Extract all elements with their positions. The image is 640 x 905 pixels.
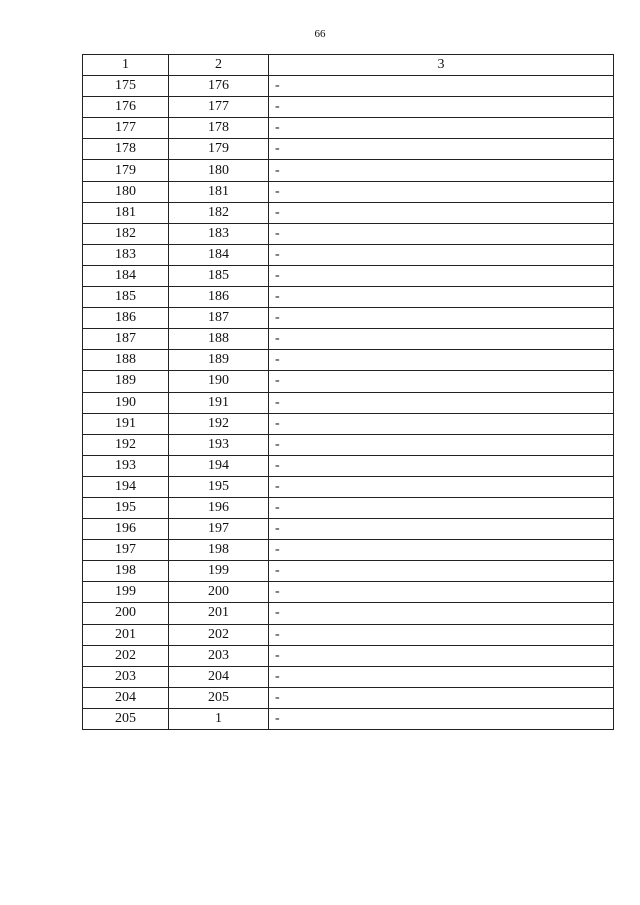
table-row [83, 308, 614, 329]
table-cell-col-3: - [269, 687, 614, 708]
table-cell-col-2: 198 [169, 540, 269, 561]
table-cell-col-3: - [269, 350, 614, 371]
table-cell-col-1: 201 [83, 624, 169, 645]
table-cell-col-3: - [269, 202, 614, 223]
table-cell-col-2: 195 [169, 476, 269, 497]
table-cell-col-3: - [269, 497, 614, 518]
table-cell-col-2: 193 [169, 434, 269, 455]
table-cell-col-3: - [269, 160, 614, 181]
table-cell-col-3: - [269, 392, 614, 413]
table-cell-col-2: 179 [169, 139, 269, 160]
table-cell-col-3: - [269, 223, 614, 244]
table-row [83, 76, 614, 97]
table-cell-col-2: 204 [169, 666, 269, 687]
table-row [83, 476, 614, 497]
table-cell-col-3: - [269, 455, 614, 476]
table-row [83, 687, 614, 708]
table-row [83, 287, 614, 308]
table-cell-col-3: - [269, 244, 614, 265]
table-cell-col-2: 182 [169, 202, 269, 223]
table-cell-col-3: - [269, 603, 614, 624]
table-cell-col-1: 202 [83, 645, 169, 666]
data-table [82, 54, 614, 730]
table-cell-col-1: 177 [83, 118, 169, 139]
table-cell-col-3: - [269, 645, 614, 666]
table-cell-col-1: 198 [83, 561, 169, 582]
table-cell-col-1: 178 [83, 139, 169, 160]
table-cell-col-1: 175 [83, 76, 169, 97]
table-cell-col-1: 192 [83, 434, 169, 455]
table-cell-col-1: 193 [83, 455, 169, 476]
table-cell-col-1: 187 [83, 329, 169, 350]
table-cell-col-3: - [269, 666, 614, 687]
table-cell-col-3: - [269, 413, 614, 434]
table-body [83, 76, 614, 730]
table-cell-col-3: - [269, 371, 614, 392]
table-cell-col-3: - [269, 308, 614, 329]
table-cell-col-3: - [269, 329, 614, 350]
table-row [83, 329, 614, 350]
table-row [83, 413, 614, 434]
table-row [83, 666, 614, 687]
table-row [83, 392, 614, 413]
table-row [83, 603, 614, 624]
table-row [83, 708, 614, 729]
table-cell-col-2: 190 [169, 371, 269, 392]
table-row [83, 455, 614, 476]
table-row [83, 561, 614, 582]
table-cell-col-2: 177 [169, 97, 269, 118]
table-cell-col-3: - [269, 76, 614, 97]
table-cell-col-3: - [269, 118, 614, 139]
table-cell-col-2: 199 [169, 561, 269, 582]
table-row [83, 160, 614, 181]
table-cell-col-1: 190 [83, 392, 169, 413]
table-cell-col-2: 191 [169, 392, 269, 413]
table-cell-col-3: - [269, 624, 614, 645]
table-cell-col-1: 180 [83, 181, 169, 202]
table-cell-col-1: 197 [83, 540, 169, 561]
table-row [83, 118, 614, 139]
table-cell-col-2: 187 [169, 308, 269, 329]
page-number: 66 [314, 28, 326, 40]
table-cell-col-2: 202 [169, 624, 269, 645]
table-cell-col-1: 179 [83, 160, 169, 181]
table-row [83, 624, 614, 645]
table-cell-col-3: - [269, 561, 614, 582]
table-cell-col-1: 188 [83, 350, 169, 371]
table-cell-col-3: - [269, 519, 614, 540]
table-cell-col-3: - [269, 708, 614, 729]
table-cell-col-2: 201 [169, 603, 269, 624]
table-cell-col-1: 196 [83, 519, 169, 540]
table-cell-col-1: 182 [83, 223, 169, 244]
table-cell-col-1: 195 [83, 497, 169, 518]
table-row [83, 519, 614, 540]
table-cell-col-3: - [269, 97, 614, 118]
table-row [83, 645, 614, 666]
table-cell-col-1: 186 [83, 308, 169, 329]
table-cell-col-1: 185 [83, 287, 169, 308]
table-cell-col-2: 194 [169, 455, 269, 476]
column-header-2: 2 [169, 55, 269, 76]
table-cell-col-2: 181 [169, 181, 269, 202]
table-cell-col-1: 203 [83, 666, 169, 687]
table-row [83, 181, 614, 202]
table-cell-col-3: - [269, 181, 614, 202]
column-header-3: 3 [269, 55, 614, 76]
table-cell-col-3: - [269, 265, 614, 286]
table-cell-col-1: 205 [83, 708, 169, 729]
table-row [83, 371, 614, 392]
table-cell-col-1: 176 [83, 97, 169, 118]
table-cell-col-1: 204 [83, 687, 169, 708]
table-cell-col-2: 185 [169, 265, 269, 286]
table-cell-col-2: 205 [169, 687, 269, 708]
table-row [83, 265, 614, 286]
table-cell-col-2: 203 [169, 645, 269, 666]
table-cell-col-2: 200 [169, 582, 269, 603]
table-row [83, 582, 614, 603]
table-cell-col-1: 194 [83, 476, 169, 497]
table-cell-col-3: - [269, 287, 614, 308]
table-cell-col-3: - [269, 540, 614, 561]
column-header-1: 1 [83, 55, 169, 76]
table-cell-col-2: 183 [169, 223, 269, 244]
table-cell-col-3: - [269, 139, 614, 160]
table-cell-col-2: 188 [169, 329, 269, 350]
table-cell-col-1: 181 [83, 202, 169, 223]
table-cell-col-3: - [269, 476, 614, 497]
table-cell-col-2: 180 [169, 160, 269, 181]
table-row [83, 202, 614, 223]
table-row [83, 244, 614, 265]
table-cell-col-2: 178 [169, 118, 269, 139]
table-cell-col-1: 183 [83, 244, 169, 265]
table-cell-col-2: 196 [169, 497, 269, 518]
table-cell-col-3: - [269, 434, 614, 455]
table-cell-col-1: 200 [83, 603, 169, 624]
table-cell-col-2: 1 [169, 708, 269, 729]
table-row [83, 97, 614, 118]
table-row [83, 223, 614, 244]
table-row [83, 497, 614, 518]
table-row [83, 350, 614, 371]
table-cell-col-2: 197 [169, 519, 269, 540]
table-cell-col-2: 184 [169, 244, 269, 265]
table-cell-col-1: 199 [83, 582, 169, 603]
table-cell-col-3: - [269, 582, 614, 603]
table-cell-col-2: 176 [169, 76, 269, 97]
table-cell-col-1: 184 [83, 265, 169, 286]
table-cell-col-1: 191 [83, 413, 169, 434]
table-row [83, 139, 614, 160]
table-cell-col-2: 189 [169, 350, 269, 371]
table-row [83, 540, 614, 561]
table-cell-col-1: 189 [83, 371, 169, 392]
table-cell-col-2: 186 [169, 287, 269, 308]
table-cell-col-2: 192 [169, 413, 269, 434]
table-row [83, 434, 614, 455]
table-header-row [83, 55, 614, 76]
